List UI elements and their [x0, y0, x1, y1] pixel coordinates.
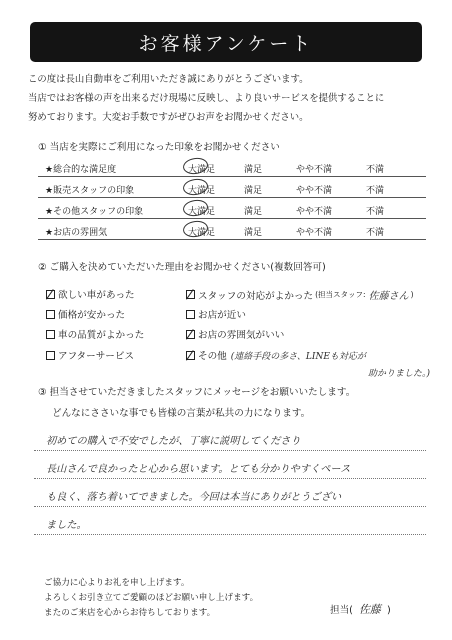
question-3-subtext: どんなにささいな事でも皆様の言葉が私共の力になります。: [52, 408, 311, 419]
rating-row: [38, 177, 426, 198]
checkbox-checked[interactable]: [46, 290, 55, 299]
checkbox[interactable]: [46, 351, 55, 360]
option-somewhat-unsatisfied[interactable]: やや不満: [296, 228, 333, 238]
rating-row: [38, 219, 426, 240]
reason-item[interactable]: [186, 307, 246, 321]
option-very-satisfied[interactable]: 大満足: [188, 165, 216, 175]
reason-item[interactable]: [186, 327, 284, 341]
checkbox-checked[interactable]: [186, 330, 195, 339]
reason-item[interactable]: [186, 287, 414, 302]
checkbox[interactable]: [46, 310, 55, 319]
question-3: ③ 担当させていただきましたスタッフにメッセージをお願いいたします。: [38, 387, 356, 398]
reason-item[interactable]: [186, 348, 366, 362]
staff-label-close: ): [386, 605, 391, 616]
handwritten-message: 初めての購入で不安でしたが、丁寧に説明してくださり: [46, 436, 301, 447]
option-very-satisfied[interactable]: 大満足: [188, 207, 216, 217]
staff-label: 担当(: [330, 605, 353, 616]
handwritten-staff-name: 佐藤さん: [368, 291, 409, 302]
handwritten-staff-name: 佐藤: [358, 603, 381, 616]
handwritten-message: ました。: [46, 520, 87, 531]
reason-item[interactable]: [46, 348, 134, 362]
checkbox[interactable]: [46, 330, 55, 339]
checkbox[interactable]: [186, 310, 195, 319]
reason-label: アフターサービス: [58, 351, 135, 362]
rating-table: [38, 156, 426, 240]
option-unsatisfied[interactable]: 不満: [366, 165, 385, 175]
handwritten-message: 長山さんで良かったと心から思います。とても分かりやすくペース: [46, 464, 351, 475]
option-satisfied[interactable]: 満足: [244, 165, 263, 175]
question-2: ② ご購入を決めていただいた理由をお聞かせください(複数回答可): [38, 262, 326, 273]
staff-signature: [330, 601, 391, 617]
footer-line: またのご来店を心からお待ちしております。: [44, 608, 216, 618]
message-line: [34, 507, 426, 535]
option-very-satisfied[interactable]: 大満足: [188, 186, 216, 196]
reason-label: お店の雰囲気がいい: [198, 330, 285, 341]
option-unsatisfied[interactable]: 不満: [366, 228, 385, 238]
option-somewhat-unsatisfied[interactable]: やや不満: [296, 165, 333, 175]
reason-item[interactable]: [46, 327, 144, 341]
reason-item[interactable]: [46, 287, 135, 301]
intro-line: この度は長山自動車をご利用いただき誠にありがとうございます。: [28, 74, 309, 85]
rating-label: ★その他スタッフの印象: [45, 207, 144, 217]
rating-label: ★お店の雰囲気: [45, 228, 108, 238]
survey-title: お客様アンケート: [30, 22, 422, 62]
reason-label: 車の品質がよかった: [58, 330, 145, 341]
footer-line: ご協力に心よりお礼を申し上げます。: [44, 578, 190, 588]
option-somewhat-unsatisfied[interactable]: やや不満: [296, 186, 333, 196]
reason-label: 欲しい車があった: [58, 290, 135, 301]
question-1: ① 当店を実際にご利用になった印象をお聞かせください: [38, 142, 280, 153]
option-satisfied[interactable]: 満足: [244, 228, 263, 238]
reason-label: その他: [198, 351, 227, 362]
rating-label: ★販売スタッフの印象: [45, 186, 135, 196]
reason-label: 価格が安かった: [58, 310, 126, 321]
handwritten-other-reason: (連絡手段の多さ、LINEも対応が: [230, 351, 366, 362]
staff-note-label: (担当スタッフ:: [315, 290, 366, 299]
footer-line: よろしくお引き立てご愛顧のほどお願い申し上げます。: [44, 593, 259, 603]
message-line: [34, 423, 426, 451]
reason-item[interactable]: [46, 307, 125, 321]
handwritten-message: も良く、落ち着いてできました。今回は本当にありがとうござい: [46, 492, 342, 503]
staff-note-close: ): [410, 290, 414, 299]
message-line: [34, 451, 426, 479]
message-area[interactable]: [34, 423, 426, 535]
footer-thanks: [44, 576, 258, 621]
option-unsatisfied[interactable]: 不満: [366, 186, 385, 196]
option-satisfied[interactable]: 満足: [244, 207, 263, 217]
option-unsatisfied[interactable]: 不満: [366, 207, 385, 217]
checkbox-checked[interactable]: [186, 290, 195, 299]
rating-row: [38, 156, 426, 177]
rating-row: [38, 198, 426, 219]
option-satisfied[interactable]: 満足: [244, 186, 263, 196]
checkbox-checked[interactable]: [186, 351, 195, 360]
handwritten-other-reason-cont: 助かりました。): [368, 369, 431, 379]
intro-text: [28, 70, 428, 127]
message-line: [34, 479, 426, 507]
option-very-satisfied[interactable]: 大満足: [188, 228, 216, 238]
intro-line: 当店ではお客様の声を出来るだけ現場に反映し、より良いサービスを提供することに: [28, 93, 385, 104]
reason-label: スタッフの対応がよかった: [198, 290, 314, 302]
reason-label: お店が近い: [198, 310, 246, 321]
rating-label: ★総合的な満足度: [45, 165, 117, 175]
intro-line: 努めております。大変お手数ですがぜひお声をお聞かせください。: [28, 112, 309, 123]
option-somewhat-unsatisfied[interactable]: やや不満: [296, 207, 333, 217]
